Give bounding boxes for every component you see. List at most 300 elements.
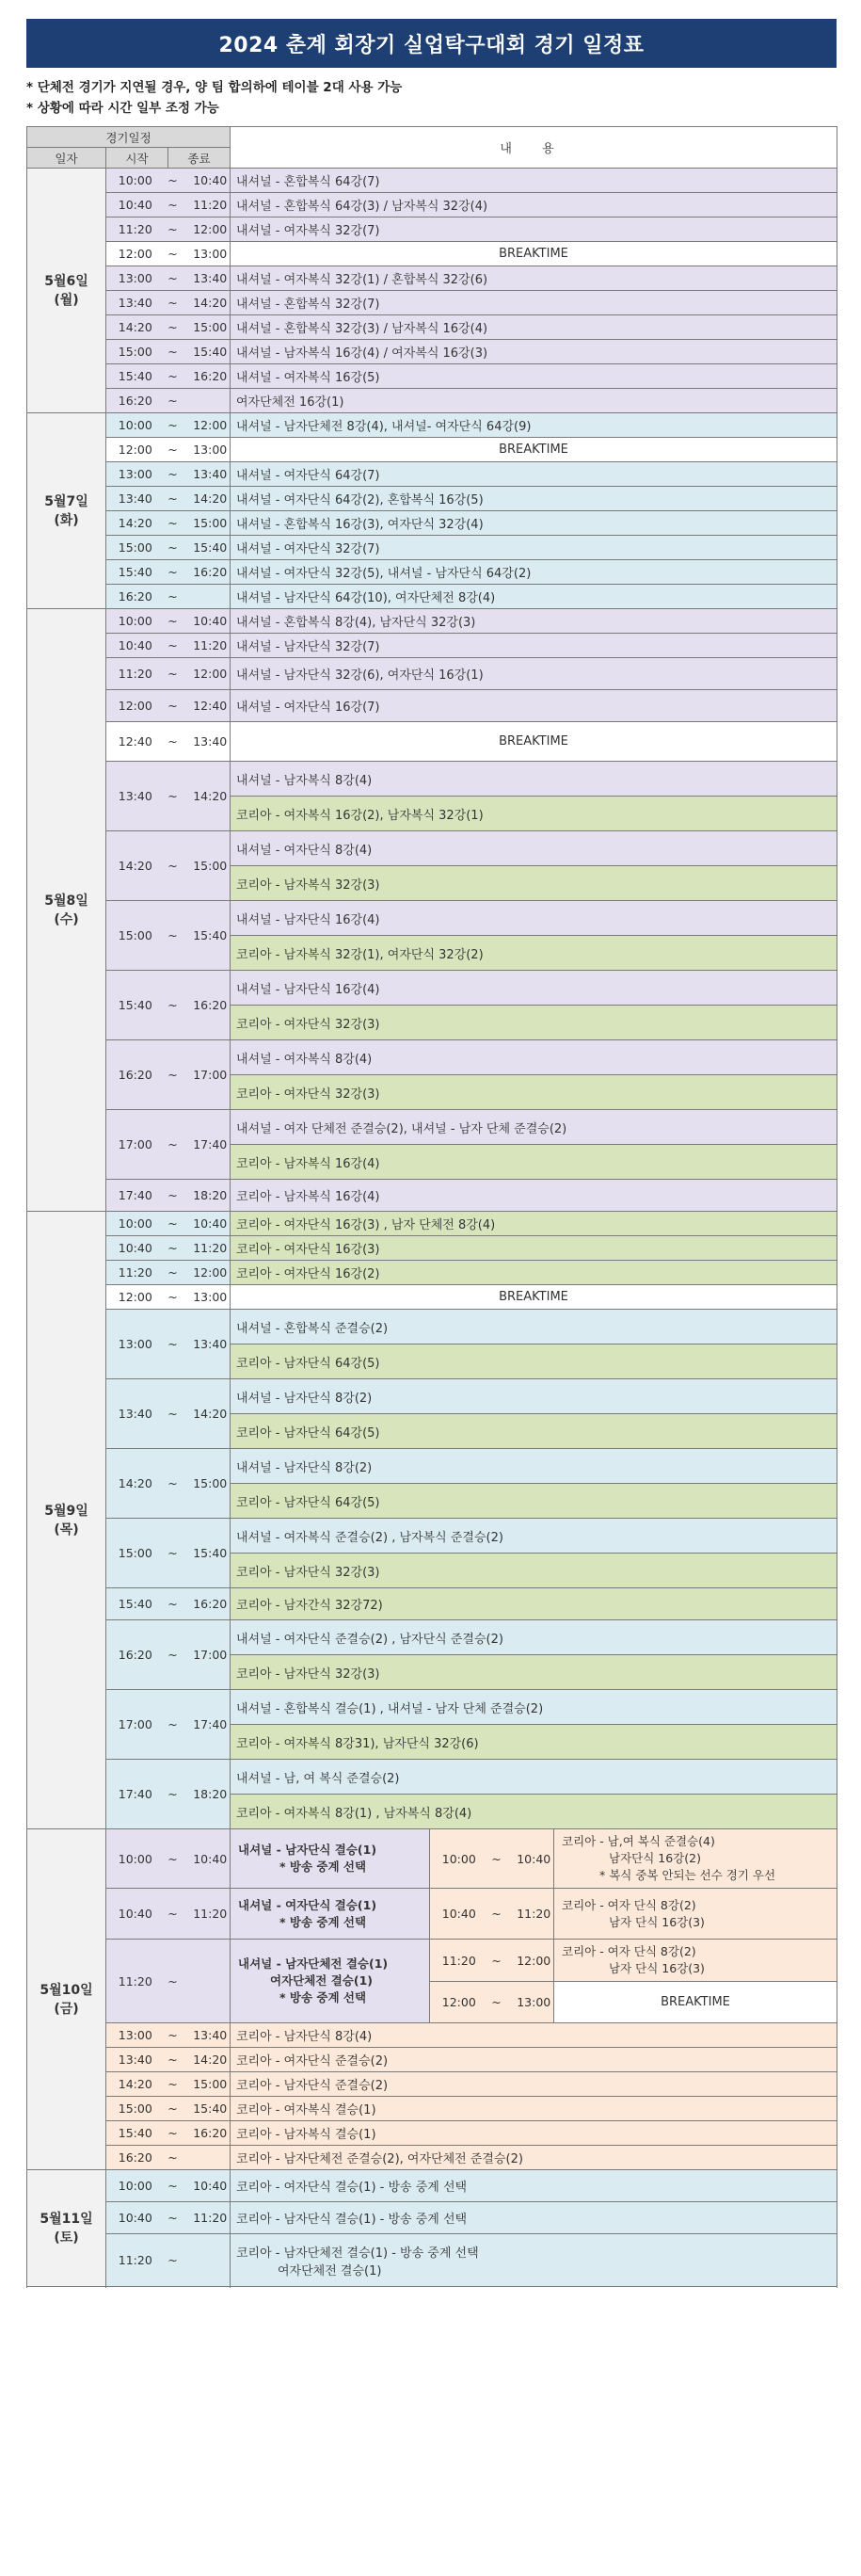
time-separator: ~ — [167, 734, 178, 749]
time-separator: ~ — [167, 998, 178, 1012]
content-cell: 내셔널 - 남자단식 16강(4) — [231, 971, 837, 1006]
time-separator: ~ — [167, 2126, 178, 2140]
end-time: 11:20 — [517, 1907, 551, 1921]
content-cell: 내셔널 - 혼합복식 32강(7) — [231, 291, 837, 315]
start-time: 17:40 — [118, 1787, 152, 1801]
day-weekday: (목) — [54, 1521, 79, 1538]
time-separator: ~ — [167, 1290, 178, 1304]
content-line: 남자단식 16강(2) — [609, 1851, 701, 1865]
end-time: 15:00 — [193, 320, 228, 334]
time-cell — [106, 1690, 231, 1760]
content-line: 코리아 - 남,여 복식 준결승(4) — [562, 1834, 715, 1848]
time-separator: ~ — [167, 1265, 178, 1280]
split-left-content — [231, 1940, 430, 2023]
content-cell: 코리아 - 남자단식 64강(5) — [231, 1414, 837, 1449]
table-row — [27, 266, 837, 291]
end-time: 10:40 — [193, 614, 228, 628]
content-line: * 복식 중복 안되는 선수 경기 우선 — [599, 1868, 776, 1882]
time-cell — [106, 462, 231, 487]
time-cell — [430, 1889, 554, 1940]
table-row — [27, 1040, 837, 1075]
content-cell: 내셔널 - 남자단식 32강(7) — [231, 634, 837, 658]
time-cell — [430, 1982, 554, 2023]
time-cell — [106, 2097, 231, 2121]
content-cell: 코리아 - 남자단식 8강(4) — [231, 2023, 837, 2048]
table-row — [27, 634, 837, 658]
time-cell — [106, 1760, 231, 1829]
time-separator: ~ — [167, 1188, 178, 1202]
content-cell: 코리아 - 여자단식 준결승(2) — [231, 2048, 837, 2072]
time-cell — [106, 2170, 231, 2202]
start-time: 13:00 — [118, 467, 152, 481]
end-time: 15:40 — [193, 540, 228, 555]
time-cell — [106, 1236, 231, 1261]
table-row — [27, 193, 837, 217]
split-left-content — [231, 1889, 430, 1940]
time-separator: ~ — [167, 1717, 178, 1731]
content-line: 내셔널 - 남자단식 결승(1) — [238, 1843, 377, 1857]
breaktime-cell: BREAKTIME — [231, 438, 837, 462]
page-title: 2024 춘계 회장기 실업탁구대회 경기 일정표 — [26, 19, 837, 68]
time-cell — [106, 2048, 231, 2072]
content-cell: 코리아 - 여자복식 8강31), 남자단식 32강(6) — [231, 1725, 837, 1760]
table-row — [27, 2048, 837, 2072]
time-separator: ~ — [167, 1787, 178, 1801]
end-time: 10:40 — [193, 1216, 228, 1231]
day-date: 5월7일 — [44, 493, 88, 509]
split-right-content — [554, 1940, 837, 1982]
table-row — [27, 389, 837, 413]
day-cell — [27, 413, 106, 609]
time-separator: ~ — [167, 2101, 178, 2116]
table-row — [27, 511, 837, 536]
time-cell — [430, 1940, 554, 1982]
time-cell — [106, 1449, 231, 1519]
start-time: 13:00 — [118, 2028, 152, 2042]
start-time: 10:00 — [118, 173, 152, 187]
content-cell: 내셔널 - 혼합복식 8강(4), 남자단식 32강(3) — [231, 609, 837, 634]
end-time: 15:00 — [193, 859, 228, 873]
time-separator: ~ — [167, 443, 178, 457]
table-row — [27, 831, 837, 866]
end-time: 12:00 — [193, 418, 228, 432]
content-cell — [231, 2234, 837, 2287]
time-separator: ~ — [167, 1241, 178, 1255]
time-cell — [106, 585, 231, 609]
start-time: 10:00 — [118, 1851, 152, 1866]
content-cell: 내셔널 - 여자단식 64강(7) — [231, 462, 837, 487]
start-time: 10:40 — [441, 1907, 476, 1921]
end-time: 16:20 — [193, 1597, 228, 1611]
content-cell: 내셔널 - 혼합복식 16강(3), 여자단식 32강(4) — [231, 511, 837, 536]
time-separator: ~ — [167, 2053, 178, 2067]
time-separator: ~ — [167, 699, 178, 713]
end-time: 13:40 — [193, 734, 228, 749]
time-cell — [106, 1519, 231, 1588]
table-row — [27, 1829, 837, 1889]
day-cell — [27, 2170, 106, 2287]
start-time: 11:20 — [118, 1973, 152, 1988]
start-time: 14:20 — [118, 1476, 152, 1490]
table-row — [27, 971, 837, 1006]
time-cell — [106, 1180, 231, 1212]
note-1: * 단체전 경기가 지연될 경우, 양 팀 합의하에 테이블 2대 사용 가능 — [26, 80, 403, 95]
time-separator: ~ — [167, 516, 178, 530]
start-time: 14:20 — [118, 859, 152, 873]
end-time: 13:40 — [193, 271, 228, 285]
time-cell — [106, 1285, 231, 1310]
time-cell — [106, 1379, 231, 1449]
start-time: 11:20 — [118, 222, 152, 236]
time-cell — [106, 609, 231, 634]
end-time: 15:00 — [193, 1476, 228, 1490]
content-cell: 내셔널 - 여자단식 64강(2), 혼합복식 16강(5) — [231, 487, 837, 511]
end-time: 18:20 — [193, 1188, 228, 1202]
start-time: 10:40 — [118, 198, 152, 212]
end-time: 15:40 — [193, 928, 228, 942]
time-separator: ~ — [167, 859, 178, 873]
start-time: 12:00 — [118, 699, 152, 713]
table-row — [27, 1760, 837, 1795]
start-time: 12:00 — [118, 1290, 152, 1304]
start-time: 11:20 — [441, 1953, 476, 1968]
end-time: 13:40 — [193, 1337, 228, 1351]
start-time: 10:00 — [118, 2179, 152, 2193]
time-cell — [106, 2072, 231, 2097]
time-cell — [106, 315, 231, 340]
header-end: 종료 — [168, 148, 231, 169]
end-time: 13:40 — [193, 2028, 228, 2042]
end-time: 13:40 — [193, 467, 228, 481]
table-row — [27, 438, 837, 462]
content-cell: 내셔널 - 혼합복식 32강(3) / 남자복식 16강(4) — [231, 315, 837, 340]
split-right-content — [554, 1829, 837, 1889]
time-separator: ~ — [167, 247, 178, 261]
content-cell: 내셔널 - 남자단체전 8강(4), 내셔널- 여자단식 64강(9) — [231, 413, 837, 438]
table-row — [27, 1379, 837, 1414]
content-cell: 내셔널 - 여자단식 16강(7) — [231, 690, 837, 722]
start-time: 12:00 — [118, 443, 152, 457]
content-cell: 코리아 - 남자복식 16강(4) — [231, 1145, 837, 1180]
start-time: 10:40 — [118, 1907, 152, 1921]
split-left-content — [231, 1829, 430, 1889]
time-separator: ~ — [167, 1407, 178, 1421]
time-cell — [106, 511, 231, 536]
start-time: 15:00 — [118, 1546, 152, 1560]
time-separator: ~ — [167, 2028, 178, 2042]
start-time: 17:00 — [118, 1717, 152, 1731]
content-line: 코리아 - 여자 단식 8강(2) — [562, 1897, 696, 1912]
table-row — [27, 1889, 837, 1940]
start-time: 13:00 — [118, 1337, 152, 1351]
table-row — [27, 340, 837, 364]
table-row — [27, 609, 837, 634]
table-row — [27, 2121, 837, 2146]
time-separator: ~ — [167, 394, 178, 408]
end-time: 15:00 — [193, 516, 228, 530]
end-time: 13:00 — [193, 443, 228, 457]
day-cell — [27, 169, 106, 413]
content-line: 코리아 - 여자 단식 8강(2) — [562, 1944, 696, 1958]
content-cell: 코리아 - 남자복식 16강(4) — [231, 1180, 837, 1212]
end-time: 14:20 — [193, 2053, 228, 2067]
end-time: 18:20 — [193, 1787, 228, 1801]
content-cell: 코리아 - 남자복식 결승(1) — [231, 2121, 837, 2146]
time-separator: ~ — [167, 1476, 178, 1490]
table-row — [27, 291, 837, 315]
time-separator: ~ — [167, 2211, 178, 2225]
header-content: 내 용 — [231, 127, 837, 169]
start-time: 15:40 — [118, 2126, 152, 2140]
table-row — [27, 1285, 837, 1310]
time-cell — [106, 2121, 231, 2146]
time-cell — [106, 690, 231, 722]
time-cell — [106, 1261, 231, 1285]
start-time: 15:40 — [118, 565, 152, 579]
content-line: * 방송 중계 선택 — [279, 1860, 367, 1874]
content-cell: 코리아 - 남자복식 32강(1), 여자단식 32강(2) — [231, 936, 837, 971]
start-time: 14:20 — [118, 516, 152, 530]
start-time: 13:40 — [118, 2053, 152, 2067]
table-row — [27, 2170, 837, 2202]
time-separator: ~ — [167, 667, 178, 681]
content-cell: 코리아 - 여자복식 16강(2), 남자복식 32강(1) — [231, 797, 837, 831]
header-date: 일자 — [27, 148, 106, 169]
day-date: 5월9일 — [44, 1503, 88, 1519]
end-time: 17:40 — [193, 1137, 228, 1151]
breaktime-cell: BREAKTIME — [231, 1285, 837, 1310]
table-row — [27, 2072, 837, 2097]
start-time: 17:00 — [118, 1137, 152, 1151]
time-separator: ~ — [167, 173, 178, 187]
time-cell — [106, 487, 231, 511]
start-time: 10:00 — [118, 418, 152, 432]
table-row — [27, 1261, 837, 1285]
end-time: 11:20 — [193, 2211, 228, 2225]
start-time: 16:20 — [118, 589, 152, 604]
table-row — [27, 1236, 837, 1261]
time-cell — [106, 364, 231, 389]
time-separator: ~ — [491, 1851, 502, 1866]
start-time: 16:20 — [118, 1068, 152, 1082]
start-time: 14:20 — [118, 2077, 152, 2091]
time-cell — [106, 438, 231, 462]
table-row — [27, 169, 837, 193]
day-weekday: (금) — [54, 2001, 79, 2017]
content-cell: 여자단체전 16강(1) — [231, 389, 837, 413]
time-cell — [106, 2146, 231, 2170]
time-cell — [106, 971, 231, 1040]
content-cell: 내셔널 - 여자단식 8강(4) — [231, 831, 837, 866]
time-separator: ~ — [491, 1995, 502, 2009]
split-right-content — [554, 1889, 837, 1940]
end-time: 15:40 — [193, 2101, 228, 2116]
content-cell: 코리아 - 여자복식 8강(1) , 남자복식 8강(4) — [231, 1795, 837, 1829]
start-time: 11:20 — [118, 667, 152, 681]
day-weekday: (수) — [54, 911, 79, 927]
time-cell — [106, 217, 231, 242]
start-time: 13:40 — [118, 296, 152, 310]
table-row — [27, 585, 837, 609]
table-row — [27, 658, 837, 690]
content-cell: 내셔널 - 남자단식 8강(2) — [231, 1379, 837, 1414]
time-cell — [106, 1110, 231, 1180]
time-separator: ~ — [167, 1907, 178, 1921]
table-row — [27, 462, 837, 487]
content-cell: 내셔널 - 여자단식 32강(7) — [231, 536, 837, 560]
end-time: 14:20 — [193, 789, 228, 803]
start-time: 15:00 — [118, 928, 152, 942]
time-cell — [106, 722, 231, 762]
table-row — [27, 1940, 837, 1982]
content-cell: 코리아 - 여자단식 16강(3) , 남자 단체전 8강(4) — [231, 1212, 837, 1236]
start-time: 13:40 — [118, 1407, 152, 1421]
time-separator: ~ — [167, 540, 178, 555]
end-time: 17:00 — [193, 1648, 228, 1662]
start-time: 13:00 — [118, 271, 152, 285]
start-time: 10:40 — [118, 638, 152, 652]
end-time: 12:00 — [193, 222, 228, 236]
time-separator: ~ — [167, 491, 178, 506]
end-time: 17:40 — [193, 1717, 228, 1731]
time-separator: ~ — [167, 1137, 178, 1151]
time-separator: ~ — [167, 1851, 178, 1866]
time-cell — [106, 1940, 231, 2023]
content-cell: 내셔널 - 여자복식 준결승(2) , 남자복식 준결승(2) — [231, 1519, 837, 1554]
time-cell — [106, 291, 231, 315]
time-separator: ~ — [167, 271, 178, 285]
time-separator: ~ — [167, 198, 178, 212]
table-row — [27, 2146, 837, 2170]
content-cell: 코리아 - 여자단식 32강(3) — [231, 1075, 837, 1110]
time-separator: ~ — [167, 638, 178, 652]
start-time: 10:00 — [441, 1851, 476, 1866]
time-cell — [106, 560, 231, 585]
time-separator: ~ — [167, 296, 178, 310]
content-cell: 내셔널 - 남자단식 8강(2) — [231, 1449, 837, 1484]
end-time: 14:20 — [193, 491, 228, 506]
end-time: 14:20 — [193, 1407, 228, 1421]
time-separator: ~ — [167, 418, 178, 432]
start-time: 16:20 — [118, 2150, 152, 2165]
time-cell — [106, 413, 231, 438]
content-cell: 코리아 - 여자단식 16강(2) — [231, 1261, 837, 1285]
start-time: 15:00 — [118, 2101, 152, 2116]
table-row — [27, 413, 837, 438]
table-row — [27, 1110, 837, 1145]
content-line: 내셔널 - 남자단체전 결승(1) — [238, 1956, 389, 1971]
start-time: 15:40 — [118, 998, 152, 1012]
end-time: 10:40 — [517, 1851, 551, 1866]
start-time: 12:00 — [441, 1995, 476, 2009]
content-cell: 내셔널 - 남자복식 8강(4) — [231, 762, 837, 797]
end-time: 15:40 — [193, 1546, 228, 1560]
content-cell: 내셔널 - 남자단식 16강(4) — [231, 901, 837, 936]
start-time: 14:20 — [118, 320, 152, 334]
end-time: 10:40 — [193, 2179, 228, 2193]
breaktime-cell: BREAKTIME — [231, 722, 837, 762]
end-time: 15:00 — [193, 2077, 228, 2091]
end-time: 15:40 — [193, 345, 228, 359]
start-time: 15:40 — [118, 1597, 152, 1611]
table-row — [27, 1212, 837, 1236]
time-cell — [106, 2202, 231, 2234]
content-cell: 코리아 - 남자단식 결승(1) - 방송 중계 선택 — [231, 2202, 837, 2234]
start-time: 12:00 — [118, 247, 152, 261]
table-row — [27, 2202, 837, 2234]
breaktime-cell: BREAKTIME — [231, 242, 837, 266]
content-cell: 내셔널 - 여자복식 32강(1) / 혼합복식 32강(6) — [231, 266, 837, 291]
content-cell: 코리아 - 여자복식 결승(1) — [231, 2097, 837, 2121]
time-separator: ~ — [167, 345, 178, 359]
table-row — [27, 1519, 837, 1554]
start-time: 15:00 — [118, 540, 152, 555]
day-date: 5월6일 — [44, 273, 88, 289]
time-separator: ~ — [167, 1648, 178, 1662]
content-line: 여자단체전 결승(1) — [278, 2263, 382, 2278]
end-time: 11:20 — [193, 1241, 228, 1255]
time-separator: ~ — [491, 1907, 502, 1921]
time-cell — [106, 266, 231, 291]
content-line: 남자 단식 16강(3) — [609, 1914, 705, 1929]
time-separator: ~ — [491, 1953, 502, 1968]
content-cell: 코리아 - 남자단식 준결승(2) — [231, 2072, 837, 2097]
day-cell — [27, 609, 106, 1212]
end-time: 12:00 — [517, 1953, 551, 1968]
content-cell: 코리아 - 남자단식 32강(3) — [231, 1554, 837, 1588]
time-cell — [106, 1829, 231, 1889]
content-cell: 내셔널 - 혼합복식 64강(7) — [231, 169, 837, 193]
time-cell — [106, 1889, 231, 1940]
time-separator: ~ — [167, 1973, 178, 1988]
time-cell — [106, 634, 231, 658]
day-cell — [27, 1212, 106, 1829]
time-cell — [106, 536, 231, 560]
day-weekday: (토) — [54, 2230, 79, 2246]
table-row — [27, 2097, 837, 2121]
time-separator: ~ — [167, 2150, 178, 2165]
content-cell: 코리아 - 여자단식 32강(3) — [231, 1006, 837, 1040]
end-time: 16:20 — [193, 998, 228, 1012]
time-cell — [106, 242, 231, 266]
table-row — [27, 901, 837, 936]
content-cell: 내셔널 - 여자복식 32강(7) — [231, 217, 837, 242]
time-separator: ~ — [167, 1216, 178, 1231]
table-row — [27, 1588, 837, 1620]
time-separator: ~ — [167, 320, 178, 334]
table-row — [27, 217, 837, 242]
time-cell — [106, 831, 231, 901]
day-date: 5월8일 — [44, 893, 88, 909]
content-cell: 코리아 - 남자단식 32강(3) — [231, 1655, 837, 1690]
time-cell — [430, 1829, 554, 1889]
time-separator: ~ — [167, 1546, 178, 1560]
time-separator: ~ — [167, 928, 178, 942]
time-cell — [106, 901, 231, 971]
content-cell: 내셔널 - 남, 여 복식 준결승(2) — [231, 1760, 837, 1795]
day-weekday: (화) — [54, 512, 79, 528]
day-date: 5월10일 — [40, 1982, 93, 1998]
breaktime-cell: BREAKTIME — [554, 1982, 837, 2023]
start-time: 15:40 — [118, 369, 152, 383]
day-weekday: (월) — [54, 292, 79, 308]
start-time: 16:20 — [118, 1648, 152, 1662]
start-time: 10:00 — [118, 614, 152, 628]
content-line: 여자단체전 결승(1) — [270, 1973, 374, 1988]
content-cell: 코리아 - 여자단식 16강(3) — [231, 1236, 837, 1261]
time-separator: ~ — [167, 1597, 178, 1611]
content-cell: 내셔널 - 여자단식 32강(5), 내셔널 - 남자단식 64강(2) — [231, 560, 837, 585]
